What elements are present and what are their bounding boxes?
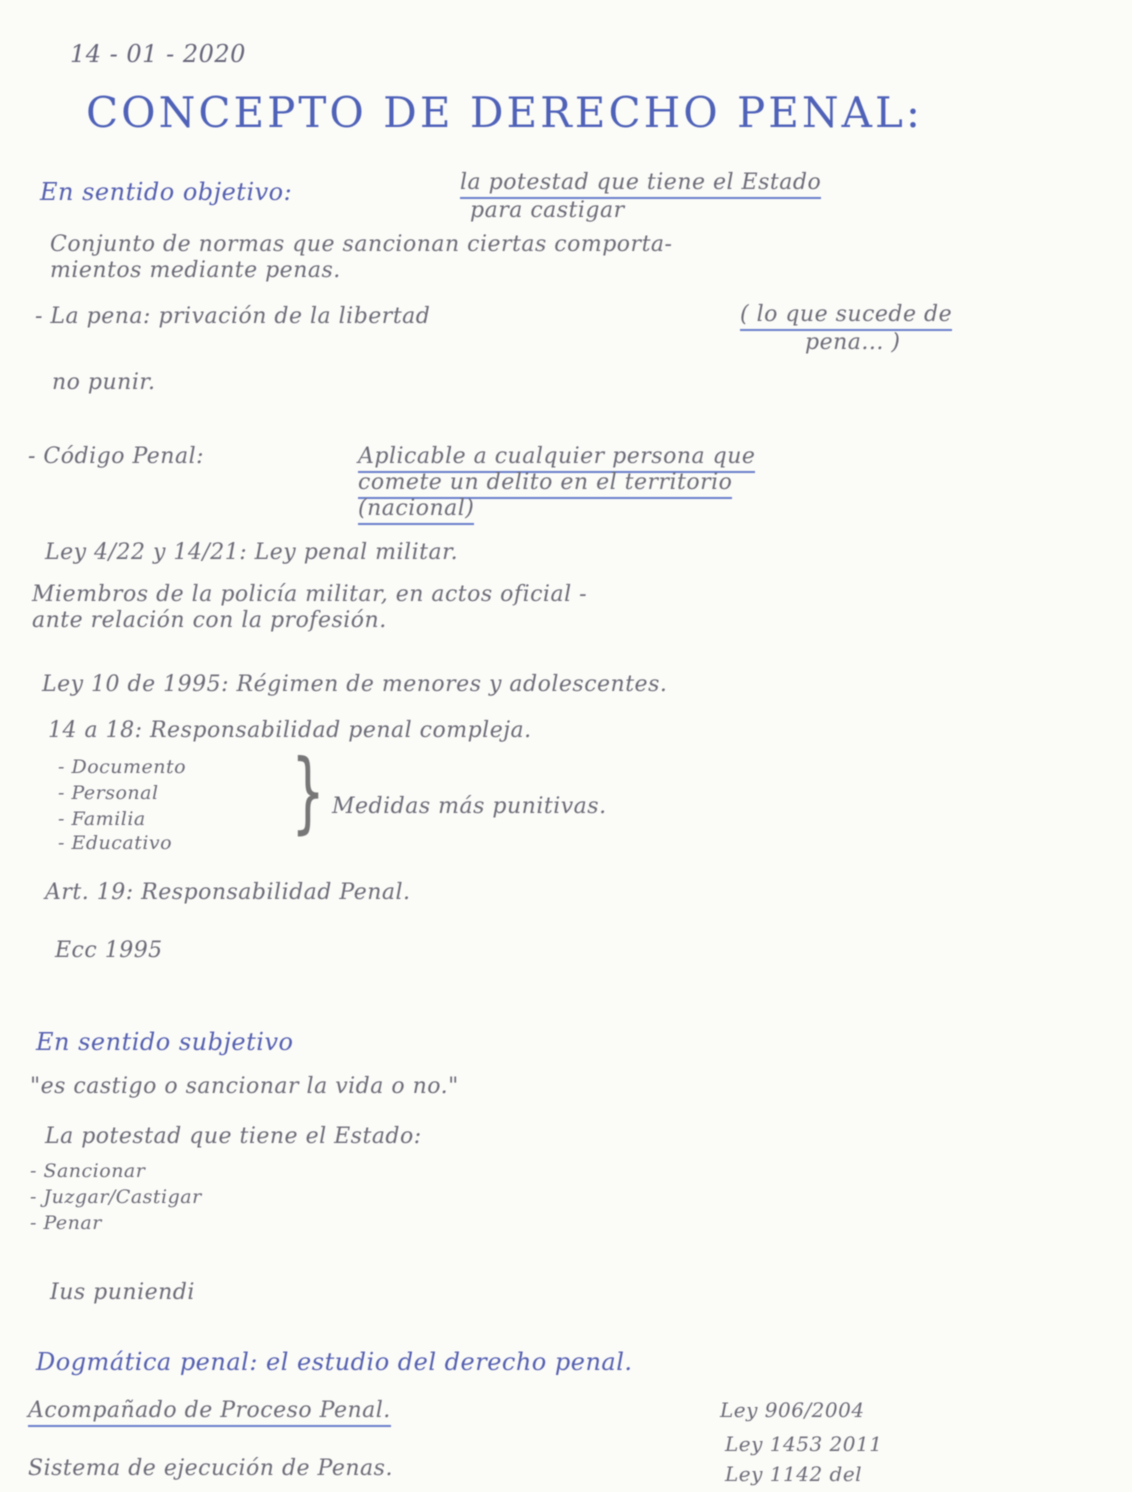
list-item-juzgar: - Juzgar/Castigar xyxy=(30,1186,202,1208)
list-item-personal: - Personal xyxy=(58,782,159,804)
miembros-line1: Miembros de la policía militar, en actos oficial - xyxy=(32,582,588,607)
date: 14 - 01 - 2020 xyxy=(70,40,246,68)
codigo-penal-line2: comete un delito en el territorio xyxy=(358,470,732,499)
pena-note-line2: pena... ) xyxy=(805,330,901,355)
section-objetivo-heading: En sentido objetivo: xyxy=(40,178,293,206)
list-item-sancionar: - Sancionar xyxy=(30,1160,146,1182)
dogmatica-side-note3: Ley 1142 del xyxy=(725,1462,863,1486)
dogmatica-line1: Dogmática penal: el estudio del derecho penal. xyxy=(36,1348,633,1376)
dogmatica-side-note2: Ley 1453 2011 xyxy=(725,1432,883,1456)
medidas-text: Medidas más punitivas. xyxy=(332,794,607,819)
ius-puniendi-text: Ius puniendi xyxy=(50,1280,195,1305)
ley-menores: Ley 10 de 1995: Régimen de menores y adolescentes. xyxy=(42,672,668,697)
no-punir-text: no punir. xyxy=(52,370,156,395)
list-item-educativo: - Educativo xyxy=(58,832,173,854)
ecc-text: Ecc 1995 xyxy=(55,938,163,963)
curly-brace-icon: } xyxy=(291,740,325,843)
potestad-text: La potestad que tiene el Estado: xyxy=(45,1124,422,1149)
objetivo-definition-line2: mientos mediante penas. xyxy=(50,258,341,283)
codigo-penal-line1: Aplicable a cualquier persona que xyxy=(358,444,755,473)
objetivo-definition-line1: Conjunto de normas que sancionan ciertas comporta- xyxy=(50,232,673,257)
miembros-line2: ante relación con la profesión. xyxy=(32,608,387,633)
list-item-penar: - Penar xyxy=(30,1212,102,1234)
art-19-text: Art. 19: Responsabilidad Penal. xyxy=(45,880,411,905)
ley-penal-militar: Ley 4/22 y 14/21: Ley penal militar. xyxy=(45,540,459,565)
list-item-documento: - Documento xyxy=(58,756,187,778)
objetivo-note-line1: la potestad que tiene el Estado xyxy=(460,170,821,199)
dogmatica-side-note1: Ley 906/2004 xyxy=(720,1398,865,1422)
pena-item: - La pena: privación de la libertad xyxy=(35,304,431,329)
section-subjetivo-heading: En sentido subjetivo xyxy=(36,1028,294,1056)
dogmatica-line2: Acompañado de Proceso Penal. xyxy=(28,1398,391,1427)
list-item-familia: - Familia xyxy=(58,808,146,830)
responsabilidad-compleja: 14 a 18: Responsabilidad penal compleja. xyxy=(48,718,532,743)
page-title: CONCEPTO DE DERECHO PENAL: xyxy=(86,88,924,137)
subjetivo-quote: "es castigo o sancionar la vida o no." xyxy=(30,1074,459,1099)
codigo-penal-line3: (nacional) xyxy=(358,496,474,525)
codigo-penal-label: - Código Penal: xyxy=(28,444,205,469)
dogmatica-line3: Sistema de ejecución de Penas. xyxy=(28,1456,393,1481)
objetivo-note-line2: para castigar xyxy=(470,198,625,223)
pena-note-line1: ( lo que sucede de xyxy=(740,302,952,331)
